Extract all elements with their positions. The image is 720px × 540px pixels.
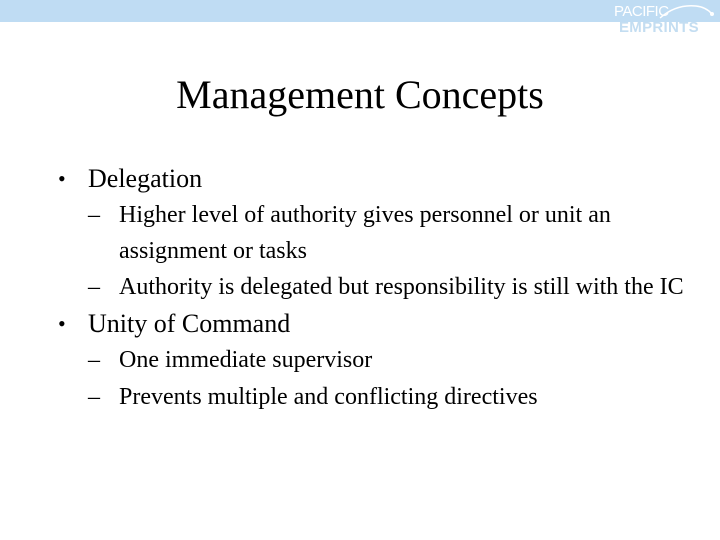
dash-icon: – — [88, 202, 100, 228]
pacific-emprints-logo — [606, 2, 716, 38]
logo-line-1: PACIFIC — [614, 3, 669, 20]
sub-bullet-text: Authority is delegated but responsibility is still with the IC — [119, 274, 684, 300]
sub-bullet-text: One immediate supervisor — [119, 347, 373, 373]
logo-line-2: EMPRINTS — [619, 19, 699, 36]
slide-title: Management Concepts — [176, 72, 544, 117]
bullet-unity-of-command — [58, 305, 698, 342]
sub-bullet — [88, 379, 698, 416]
sub-bullet — [88, 342, 698, 379]
sub-bullet-text: Prevents multiple and conflicting directives — [119, 384, 538, 410]
bullet-delegation — [58, 160, 698, 197]
bullet-text: Unity of Command — [88, 309, 291, 338]
bullet-text: Delegation — [88, 164, 203, 193]
dash-icon: – — [88, 347, 100, 373]
bullet-list — [58, 160, 698, 416]
sub-bullet — [88, 269, 698, 305]
bullet-icon: • — [58, 166, 66, 191]
sub-bullet — [88, 197, 698, 269]
dash-icon: – — [88, 274, 100, 300]
bullet-icon: • — [58, 311, 66, 336]
sub-bullet-text: Higher level of authority gives personnel or unit an assignment or tasks — [119, 202, 611, 264]
dash-icon: – — [88, 384, 100, 410]
